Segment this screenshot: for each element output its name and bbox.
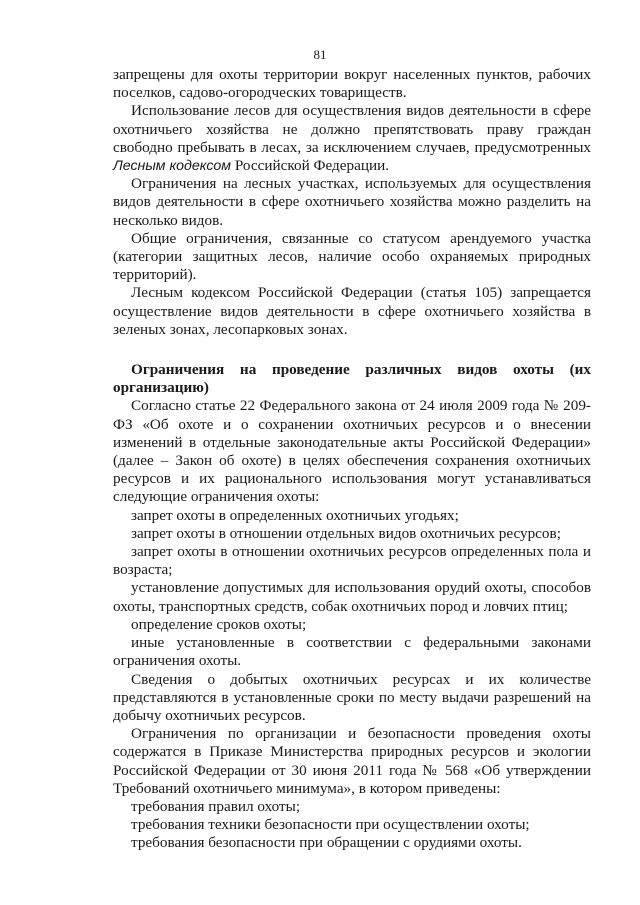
list-item: определение сроков охоты; [131,615,307,633]
paragraph: Ограничения на лесных участках, используемых для осуществления видов деятельности в сфере охотничьего хозяйства можно разделить на несколько видов. [113,175,591,229]
list-item: запрет охоты в определенных охотничьих угодьях; [131,506,459,524]
list-item: установление допустимых для использования орудий охоты, способов охоты, транспортных средств, собак охотничьих пород и ловчих птиц; [113,579,591,615]
list-item: запрет охоты в отношении охотничьих ресурсов определенных пола и возраста; [113,543,591,579]
paragraph: Общие ограничения, связанные со статусом арендуемого участка (категории защитных лесов, наличие особо охраняемых природных территорий). [113,229,591,284]
list-item: требования техники безопасности при осуществлении охоты; [131,816,530,834]
page-number: 81 [313,47,327,62]
list-item: требования безопасности при обращении с орудиями охоты. [131,834,522,852]
document-body [113,66,591,853]
section-heading: Ограничения на проведение различных видов охоты (их организацию) [113,361,591,397]
paragraph [113,102,591,175]
paragraph-text: Использование лесов для осуществления видов деятельности в сфере охотничьего хозяйства не должно препятствовать праву граждан свободно пребывать в лесах, за исключением случаев, предусмотренных [113,102,591,156]
paragraph: Согласно статье 22 Федерального закона от 24 июля 2009 года № 209-ФЗ «Об охоте и о сохранении охотничьих ресурсов и о внесении изменений в отдельные законодательные акты Российской Федерации» (далее – Закон об охоте) в целях обеспечения сохранения охотничьих ресурсов и их рационального использования могут устанавливаться следующие ограничения охоты: [113,397,591,506]
list-item: иные установленные в соответствии с федеральными законами ограничения охоты. [113,634,591,670]
paragraph: Ограничения по организации и безопасности проведения охоты содержатся в Приказе Министерства природных ресурсов и экологии Российской Федерации от 30 июня 2011 года № 568 «Об утверждении Требований охотничьего минимума», в котором приведены: [113,725,591,797]
paragraph: Лесным кодексом Российской Федерации (статья 105) запрещается осуществление видов деятельности в сфере охотничьего хозяйства в зеленых зонах, лесопарковых зонах. [113,284,591,338]
paragraph: требования правил охоты; [131,797,301,815]
paragraph-text: Российской Федерации. [231,157,390,175]
paragraph: запрещены для охоты территории вокруг населенных пунктов, рабочих поселков, садово-огородческих товариществ. [113,66,591,102]
paragraph: Сведения о добытых охотничьих ресурсах и их количестве представляются в установленные сроки по месту выдачи разрешений на добычу охотничьих ресурсов. [113,670,591,724]
emphasized-text: Лесным кодексом [113,158,232,175]
list-item: запрет охоты в отношении отдельных видов охотничьих ресурсов; [131,524,561,542]
